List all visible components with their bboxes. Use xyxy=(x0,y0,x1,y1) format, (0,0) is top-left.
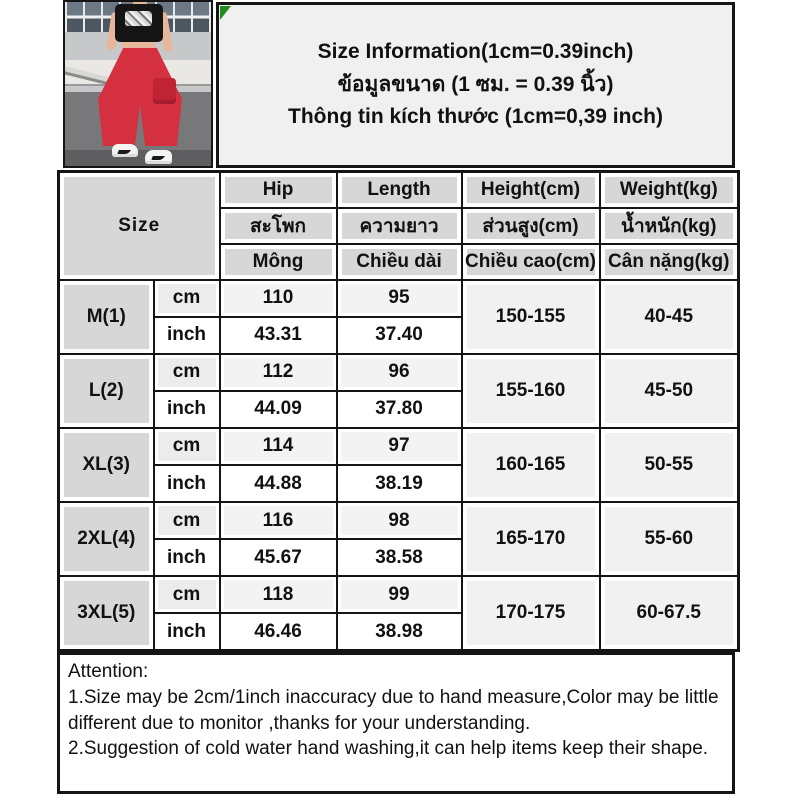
weight-range-value: 55-60 xyxy=(600,502,739,576)
length-inch-value: 38.98 xyxy=(337,613,462,650)
attention-line-1: 1.Size may be 2cm/1inch inaccuracy due to hand measure,Color may be little different due to monitor ,thanks for your understanding. xyxy=(68,686,719,734)
size-label: 2XL(4) xyxy=(59,502,154,576)
height-range-value: 170-175 xyxy=(462,576,600,650)
unit-label-cm: cm xyxy=(154,280,220,317)
product-photo xyxy=(63,0,213,168)
length-inch-value: 37.80 xyxy=(337,391,462,428)
length-cm-value: 98 xyxy=(337,502,462,539)
length-cm-value: 99 xyxy=(337,576,462,613)
attention-title: Attention: xyxy=(68,661,149,682)
hip-inch-value: 44.88 xyxy=(220,465,337,502)
weight-range-value: 50-55 xyxy=(600,428,739,502)
hip-cm-value: 114 xyxy=(220,428,337,465)
weight-range-value: 45-50 xyxy=(600,354,739,428)
length-cm-value: 95 xyxy=(337,280,462,317)
hip-cm-value: 110 xyxy=(220,280,337,317)
length-inch-value: 37.40 xyxy=(337,317,462,354)
attention-line-2: 2.Suggestion of cold water hand washing,it can help items keep their shape. xyxy=(68,738,709,760)
unit-label-inch: inch xyxy=(154,613,220,650)
size-label: 3XL(5) xyxy=(59,576,154,650)
green-corner-flag-icon xyxy=(220,6,231,20)
header-title-en: Size Information(1cm=0.39inch) xyxy=(317,40,634,64)
hip-cm-value: 116 xyxy=(220,502,337,539)
height-range-value: 155-160 xyxy=(462,354,600,428)
unit-label-inch: inch xyxy=(154,465,220,502)
hip-inch-value: 45.67 xyxy=(220,539,337,576)
hip-inch-value: 43.31 xyxy=(220,317,337,354)
header-title-th: ข้อมูลขนาด (1 ซม. = 0.39 นิ้ว) xyxy=(337,72,614,96)
unit-label-cm: cm xyxy=(154,576,220,613)
size-information-header xyxy=(216,2,735,168)
hip-inch-value: 44.09 xyxy=(220,391,337,428)
col-header-length-vi: Chiều dài xyxy=(337,244,462,280)
height-range-value: 150-155 xyxy=(462,280,600,354)
col-header-weight-vi: Cân nặng(kg) xyxy=(600,244,739,280)
col-header-height-vi: Chiều cao(cm) xyxy=(462,244,600,280)
hip-cm-value: 112 xyxy=(220,354,337,391)
unit-label-inch: inch xyxy=(154,317,220,354)
weight-range-value: 60-67.5 xyxy=(600,576,739,650)
col-header-length-th: ความยาว xyxy=(337,208,462,244)
attention-note xyxy=(57,652,735,794)
col-header-hip-vi: Mông xyxy=(220,244,337,280)
hip-inch-value: 46.46 xyxy=(220,613,337,650)
header-title-vi: Thông tin kích thước (1cm=0,39 inch) xyxy=(288,105,663,129)
col-header-height-th: ส่วนสูง(cm) xyxy=(462,208,600,244)
unit-label-inch: inch xyxy=(154,539,220,576)
model-shirt-graphic xyxy=(125,11,152,26)
height-range-value: 165-170 xyxy=(462,502,600,576)
photo-ground-shadow xyxy=(65,150,211,168)
col-header-hip-en: Hip xyxy=(220,172,337,208)
weight-range-value: 40-45 xyxy=(600,280,739,354)
col-header-weight-en: Weight(kg) xyxy=(600,172,739,208)
size-label: M(1) xyxy=(59,280,154,354)
model-waist xyxy=(122,42,155,49)
size-label: XL(3) xyxy=(59,428,154,502)
length-cm-value: 97 xyxy=(337,428,462,465)
col-header-weight-th: น้ำหนัก(kg) xyxy=(600,208,739,244)
length-cm-value: 96 xyxy=(337,354,462,391)
model-cargo-pocket xyxy=(153,78,176,104)
col-header-hip-th: สะโพก xyxy=(220,208,337,244)
col-header-length-en: Length xyxy=(337,172,462,208)
hip-cm-value: 118 xyxy=(220,576,337,613)
unit-label-cm: cm xyxy=(154,428,220,465)
height-range-value: 160-165 xyxy=(462,428,600,502)
unit-label-cm: cm xyxy=(154,354,220,391)
col-header-height-en: Height(cm) xyxy=(462,172,600,208)
size-label: L(2) xyxy=(59,354,154,428)
unit-label-inch: inch xyxy=(154,391,220,428)
unit-label-cm: cm xyxy=(154,502,220,539)
length-inch-value: 38.58 xyxy=(337,539,462,576)
size-corner-header: Size xyxy=(59,172,220,280)
size-table xyxy=(57,170,740,652)
length-inch-value: 38.19 xyxy=(337,465,462,502)
